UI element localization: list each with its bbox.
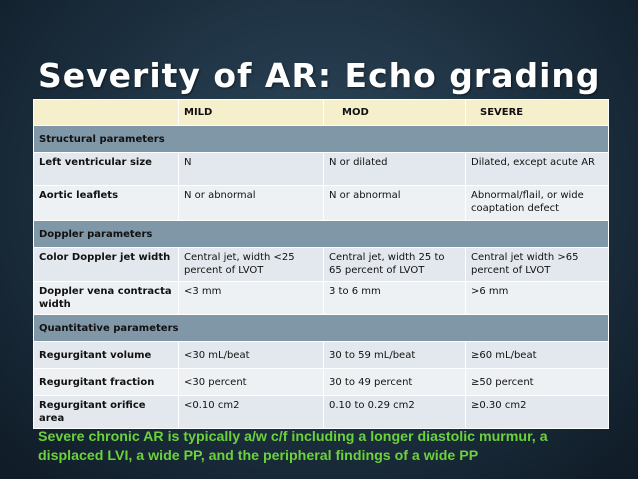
table-row: [34, 153, 609, 186]
mild-cell: N or abnormal: [179, 186, 324, 221]
table-row: [34, 248, 609, 282]
mild-cell: <30 mL/beat: [179, 342, 324, 369]
severe-cell: ≥60 mL/beat: [466, 342, 609, 369]
mild-cell: Central jet, width <25 percent of LVOT: [179, 248, 324, 282]
param-cell: Regurgitant volume: [34, 342, 179, 369]
header-severe: SEVERE: [466, 100, 609, 126]
mod-cell: Central jet, width 25 to 65 percent of LVOT: [324, 248, 466, 282]
severe-cell: Central jet width >65 percent of LVOT: [466, 248, 609, 282]
section-label: Doppler parameters: [34, 221, 609, 248]
header-mod: MOD: [324, 100, 466, 126]
severe-cell: ≥50 percent: [466, 369, 609, 396]
param-cell: Aortic leaflets: [34, 186, 179, 221]
mild-cell: <3 mm: [179, 282, 324, 315]
mod-cell: 0.10 to 0.29 cm2: [324, 396, 466, 429]
table-row: [34, 342, 609, 369]
slide-title: Severity of AR: Echo grading: [38, 56, 601, 95]
mild-cell: <0.10 cm2: [179, 396, 324, 429]
section-row-doppler: [34, 221, 609, 248]
table-row: [34, 186, 609, 221]
mod-cell: N or abnormal: [324, 186, 466, 221]
header-mild: MILD: [179, 100, 324, 126]
section-label: Structural parameters: [34, 126, 609, 153]
section-label: Quantitative parameters: [34, 315, 609, 342]
param-cell: Left ventricular size: [34, 153, 179, 186]
param-cell: Color Doppler jet width: [34, 248, 179, 282]
mod-cell: 30 to 49 percent: [324, 369, 466, 396]
severe-cell: ≥0.30 cm2: [466, 396, 609, 429]
section-row-quantitative: [34, 315, 609, 342]
param-cell: Doppler vena contracta width: [34, 282, 179, 315]
table-header-row: [34, 100, 609, 126]
section-row-structural: [34, 126, 609, 153]
param-cell: Regurgitant fraction: [34, 369, 179, 396]
header-blank: [34, 100, 179, 126]
table-row: [34, 282, 609, 315]
mild-cell: <30 percent: [179, 369, 324, 396]
grading-table: [33, 99, 609, 429]
mod-cell: N or dilated: [324, 153, 466, 186]
param-cell: Regurgitant orifice area: [34, 396, 179, 429]
table-row: [34, 396, 609, 429]
mild-cell: N: [179, 153, 324, 186]
table-row: [34, 369, 609, 396]
severe-cell: Abnormal/flail, or wide coaptation defect: [466, 186, 609, 221]
mod-cell: 3 to 6 mm: [324, 282, 466, 315]
severe-cell: >6 mm: [466, 282, 609, 315]
severe-cell: Dilated, except acute AR: [466, 153, 609, 186]
mod-cell: 30 to 59 mL/beat: [324, 342, 466, 369]
summary-note: Severe chronic AR is typically a/w c/f including a longer diastolic murmur, a displaced LVI, a wide PP, and the peripheral findings of a wide PP: [38, 429, 548, 464]
